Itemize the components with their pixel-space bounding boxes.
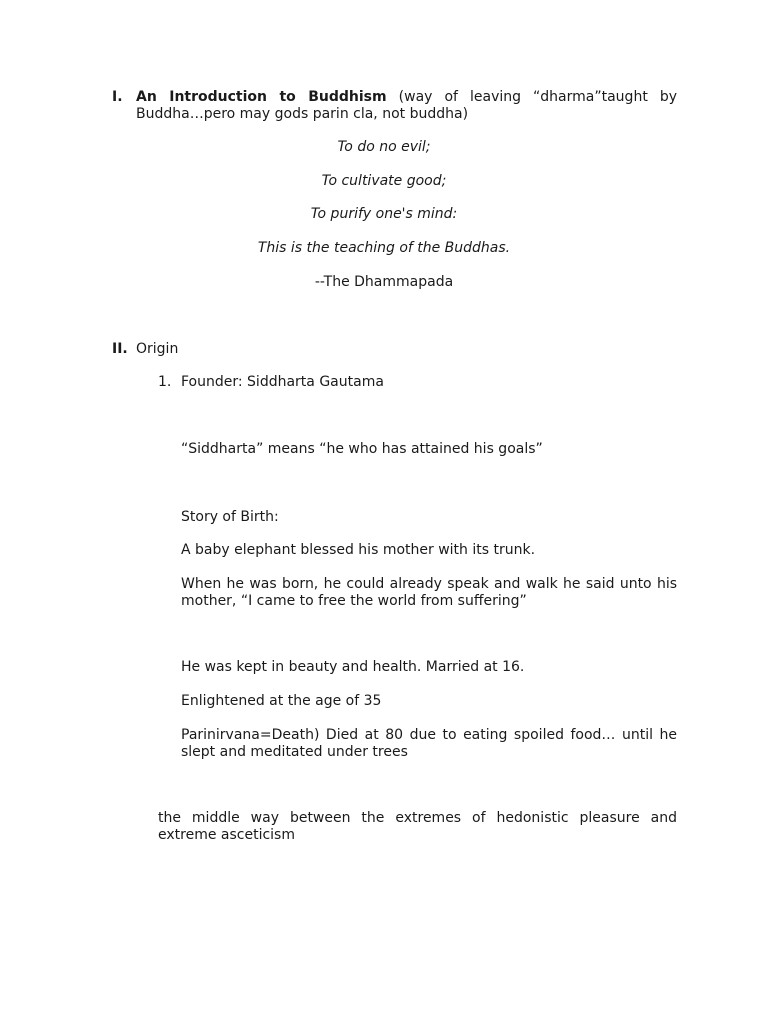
section-1-title: An Introduction to Buddhism [136, 89, 387, 105]
section-1-heading [136, 89, 677, 123]
elephant-text: A baby elephant blessed his mother with its trunk. [181, 542, 536, 558]
siddharta-meaning: “Siddharta” means “he who has attained his goals” [181, 441, 543, 457]
enlightened-text: Enlightened at the age of 35 [181, 693, 382, 709]
section-2-numeral: II. [112, 341, 128, 357]
quote-line-1: To do no evil; [337, 139, 431, 155]
middle-way-text: the middle way between the extremes of hedonistic pleasure and extreme asceticism [158, 810, 677, 843]
quote-line-4: This is the teaching of the Buddhas. [257, 240, 511, 256]
quote-line-2: To cultivate good; [321, 173, 447, 189]
death-text: Parinirvana=Death) Died at 80 due to eating spoiled food… until he slept and meditated under trees [181, 727, 677, 760]
section-1-numeral: I. [112, 89, 123, 105]
quote-attribution: --The Dhammapada [314, 274, 454, 290]
kept-text: He was kept in beauty and health. Married at 16. [181, 659, 525, 675]
quote-line-3: To purify one's mind: [310, 206, 458, 222]
story-of-birth-heading: Story of Birth: [181, 509, 279, 525]
born-text: When he was born, he could already speak and walk he said unto his mother, “I came to free the world from suffering” [181, 576, 677, 609]
section-2-title: Origin [136, 341, 179, 357]
list-number-1: 1. [158, 374, 172, 390]
founder-text: Founder: Siddharta Gautama [181, 374, 384, 390]
section-1-subtitle: (way of leaving “dharma”taught by Buddha…pero may gods parin cla, not buddha) [136, 89, 678, 122]
